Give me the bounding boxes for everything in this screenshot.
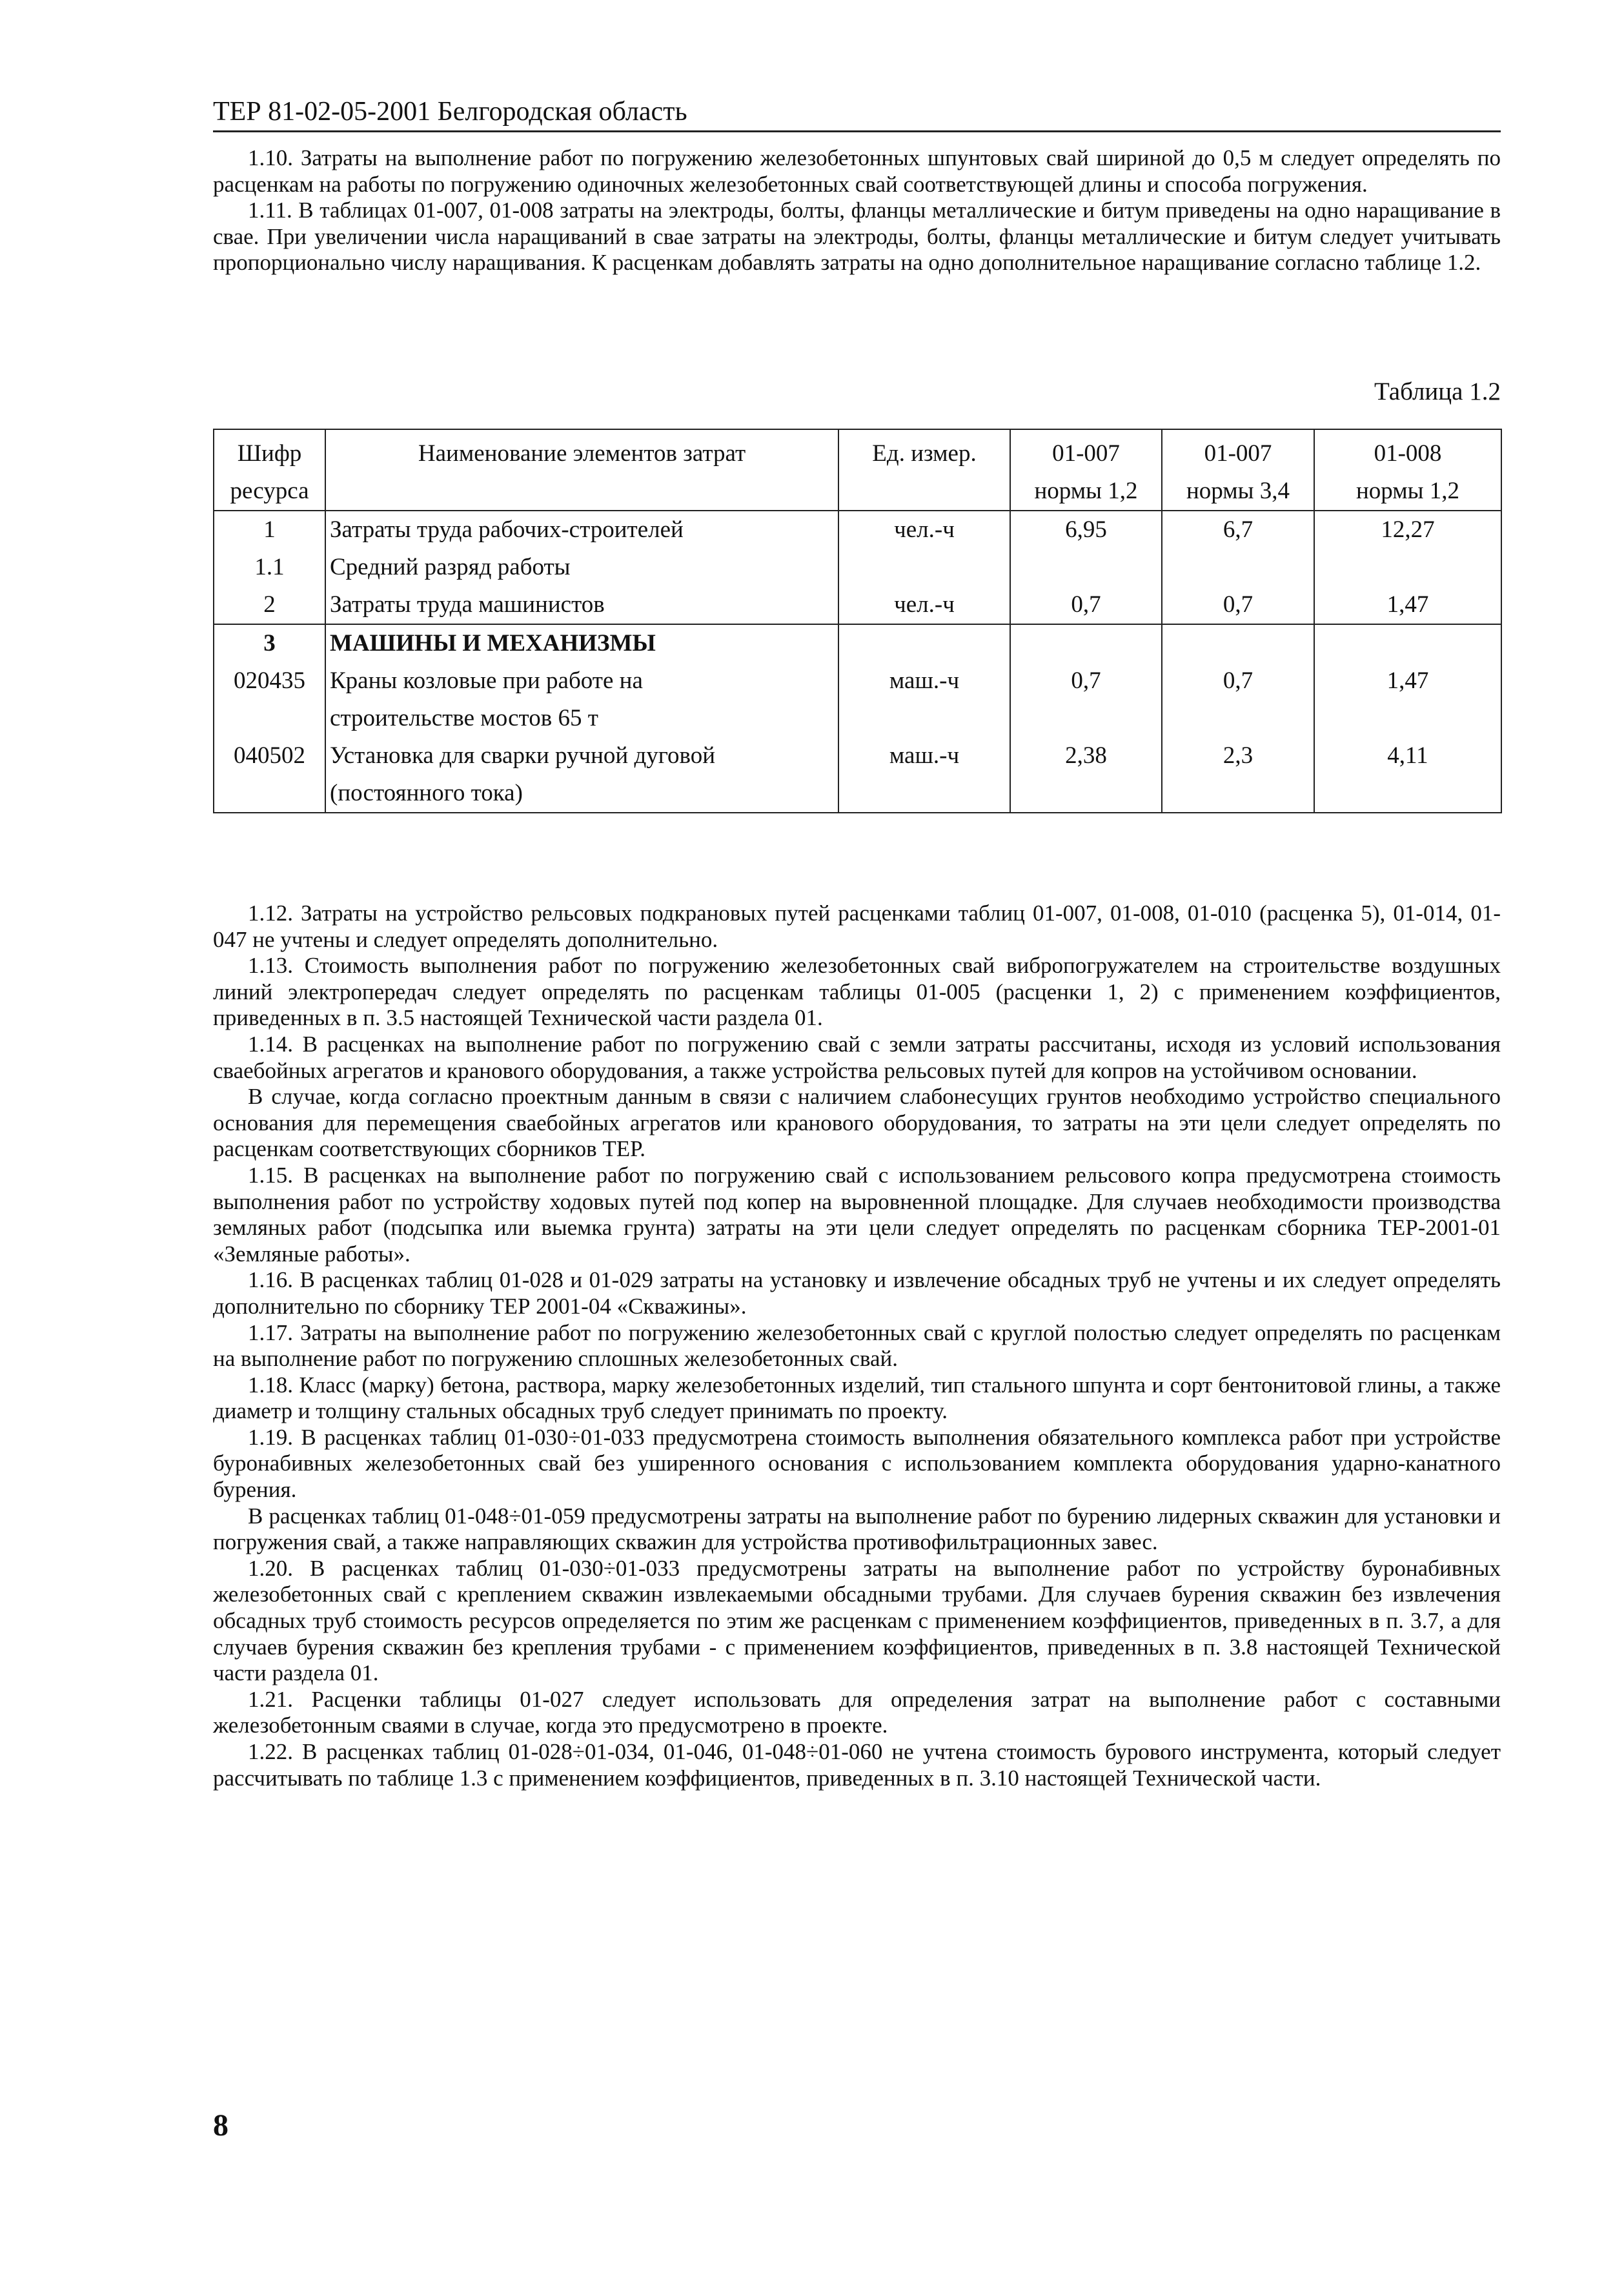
header-col2-line2: нормы 3,4 [1186,478,1290,504]
table-section-row [214,624,1501,662]
row-value-1 [1010,549,1162,586]
header-col1-line2: нормы 1,2 [1034,478,1138,504]
paragraph-1-15: 1.15. В расценках на выполнение работ по погружению свай с использованием рельсового копра предусмотрена стоимость выполнения работ по устройству ходовых путей под копер на выровненной площадке. Для случаев необходимости производства земляных работ (подсыпка или выемка грунта) затраты на эти цели следует определять по расценкам сборника ТЕР-2001-01 «Земляные работы». [213,1162,1501,1267]
row-value-1: 6,95 [1010,511,1162,549]
section-title: МАШИНЫ И МЕХАНИЗМЫ [325,624,838,662]
row-value-2: 0,7 [1162,662,1314,737]
header-col2 [1162,429,1314,511]
row-value-1 [1010,624,1162,662]
row-unit: чел.-ч [838,511,1010,549]
body-text [213,901,1501,1791]
table-header-row [214,429,1501,511]
row-value-2: 2,3 [1162,737,1314,813]
row-code: 1.1 [214,549,325,586]
row-value-2: 0,7 [1162,586,1314,624]
row-value-2 [1162,624,1314,662]
header-col2-line1: 01-007 [1204,440,1272,467]
row-name: Затраты труда машинистов [325,586,838,624]
row-value-3: 12,27 [1314,511,1501,549]
table-row [214,737,1501,813]
paragraph-1-14: 1.14. В расценках на выполнение работ по погружению свай с земли затраты рассчитаны, исходя из условий использования сваебойных агрегатов и кранового оборудования, а также устройства рельсовых путей для копров на устойчивом основании. [213,1031,1501,1083]
row-value-3: 1,47 [1314,586,1501,624]
paragraph-1-19: 1.19. В расценках таблиц 01-030÷01-033 предусмотрена стоимость выполнения обязательного комплекса работ при устройстве буронабивных железобетонных свай без уширенного основания с использованием комплекта оборудования ударно-канатного бурения. [213,1424,1501,1503]
header-unit: Ед. измер. [838,429,1010,511]
header-code [214,429,325,511]
paragraph-1-19-cont: В расценках таблиц 01-048÷01-059 предусмотрены затраты на выполнение работ по бурению лидерных скважин для установки и погружения свай, а также направляющих скважин для устройства противофильтрационных завес. [213,1503,1501,1555]
row-name [325,662,838,737]
paragraph-1-17: 1.17. Затраты на выполнение работ по погружению железобетонных свай с круглой полостью следует определять по расценкам на выполнение работ по погружению сплошных железобетонных свай. [213,1319,1501,1372]
resource-table [213,429,1502,813]
paragraph-1-22: 1.22. В расценках таблиц 01-028÷01-034, 01-046, 01-048÷01-060 не учтена стоимость бурового инструмента, который следует рассчитывать по таблице 1.3 с применением коэффициентов, приведенных в п. 3.10 настоящей Технической части. [213,1739,1501,1791]
paragraph-1-13: 1.13. Стоимость выполнения работ по погружению железобетонных свай вибропогружателем на строительстве воздушных линий электропередач следует определять по расценкам таблицы 01-005 (расценки 1, 2) с применением коэффициентов, приведенных в п. 3.5 настоящей Технической части раздела 01. [213,953,1501,1031]
page-header: ТЕР 81-02-05-2001 Белгородская область [213,97,1501,132]
row-name-line2: строительстве мостов 65 т [330,705,598,731]
row-unit: маш.-ч [838,662,1010,737]
table-row [214,586,1501,624]
row-code: 3 [214,624,325,662]
row-unit: маш.-ч [838,737,1010,813]
row-value-3: 4,11 [1314,737,1501,813]
header-col3-line1: 01-008 [1374,440,1442,467]
row-value-2 [1162,549,1314,586]
paragraph-1-21: 1.21. Расценки таблицы 01-027 следует использовать для определения затрат на выполнение работ с составными железобетонным сваями в случае, когда это предусмотрено в проекте. [213,1686,1501,1738]
header-code-line1: Шифр [237,440,302,467]
header-col3-line2: нормы 1,2 [1355,478,1459,504]
table-row [214,549,1501,586]
header-col1-line1: 01-007 [1052,440,1120,467]
row-name [325,737,838,813]
paragraph-1-18: 1.18. Класс (марку) бетона, раствора, марку железобетонных изделий, тип стального шпунта и сорт бентонитовой глины, а также диаметр и толщину стальных обсадных труб следует принимать по проекту. [213,1372,1501,1424]
row-name-line1: Краны козловые при работе на [330,667,643,694]
table-row [214,662,1501,737]
row-unit [838,549,1010,586]
paragraph-1-12: 1.12. Затраты на устройство рельсовых подкрановых путей расценками таблиц 01-007, 01-008, 01-010 (расценка 5), 01-014, 01-047 не учтены и следует определять дополнительно. [213,901,1501,952]
row-name: Средний разряд работы [325,549,838,586]
paragraph-1-11: 1.11. В таблицах 01-007, 01-008 затраты на электроды, болты, фланцы металлические и битум приведены на одно наращивание в свае. При увеличении числа наращиваний в свае затраты на электроды, болты, фланцы металлические и битум следует учитывать пропорционально числу наращивания. К расценкам добавлять затраты на одно дополнительное наращивание согласно таблице 1.2. [213,198,1501,276]
header-name: Наименование элементов затрат [325,429,838,511]
row-value-1: 2,38 [1010,737,1162,813]
row-value-1: 0,7 [1010,662,1162,737]
row-name: Затраты труда рабочих-строителей [325,511,838,549]
intro-text [213,145,1501,276]
row-code: 1 [214,511,325,549]
row-value-3: 1,47 [1314,662,1501,737]
row-value-3 [1314,624,1501,662]
row-code: 020435 [214,662,325,737]
row-code: 2 [214,586,325,624]
row-value-3 [1314,549,1501,586]
row-code: 040502 [214,737,325,813]
table-caption: Таблица 1.2 [1374,378,1501,405]
table-row [214,511,1501,549]
header-code-line2: ресурса [230,478,309,504]
header-col1 [1010,429,1162,511]
row-value-1: 0,7 [1010,586,1162,624]
row-unit: чел.-ч [838,586,1010,624]
row-name-line2: (постоянного тока) [330,780,523,806]
paragraph-1-16: 1.16. В расценках таблиц 01-028 и 01-029 затраты на установку и извлечение обсадных труб не учтены и их следует определять дополнительно по сборнику ТЕР 2001-04 «Скважины». [213,1267,1501,1319]
row-name-line1: Установка для сварки ручной дуговой [330,742,716,769]
row-value-2: 6,7 [1162,511,1314,549]
row-unit [838,624,1010,662]
paragraph-1-20: 1.20. В расценках таблиц 01-030÷01-033 предусмотрены затраты на выполнение работ по устройству буронабивных железобетонных свай с креплением скважин извлекаемыми обсадными трубами. Для случаев бурения скважин без извлечения обсадных труб стоимость ресурсов определяется по этим же расценкам с применением коэффициентов, приведенных в п. 3.7, а для случаев бурения скважин без крепления трубами - с применением коэффициентов, приведенных в п. 3.8 настоящей Технической части раздела 01. [213,1555,1501,1686]
page-number: 8 [213,2108,228,2143]
paragraph-1-10: 1.10. Затраты на выполнение работ по погружению железобетонных шпунтовых свай шириной до 0,5 м следует определять по расценкам на работы по погружению одиночных железобетонных свай соответствующей длины и способа погружения. [213,145,1501,197]
paragraph-1-14-cont: В случае, когда согласно проектным данным в связи с наличием слабонесущих грунтов необходимо устройство специального основания для перемещения сваебойных агрегатов или кранового оборудования, то затраты на эти цели следует определять по расценкам соответствующих сборников ТЕР. [213,1084,1501,1162]
header-col3 [1314,429,1501,511]
